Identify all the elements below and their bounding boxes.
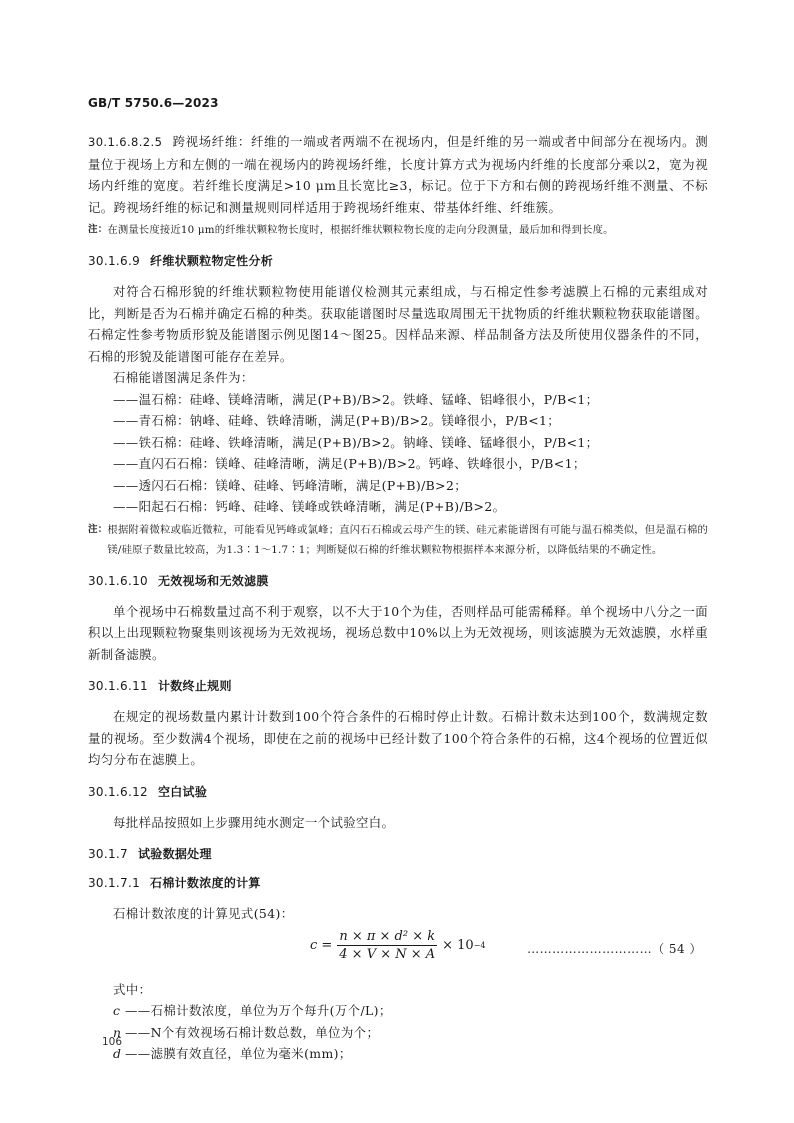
note-label: 注： <box>88 523 108 535</box>
exponent: −4 <box>473 940 486 950</box>
list-item: ——透闪石石棉：镁峰、硅峰、钙峰清晰，满足(P+B)/B>2； <box>113 477 468 493</box>
list-item: ——直闪石石棉：镁峰、硅峰清晰，满足(P+B)/B>2。钙峰、铁峰很小，P/B<1； <box>113 456 586 471</box>
list-item: ——青石棉：钠峰、硅峰、铁峰清晰，满足(P+B)/B>2。镁峰很小，P/B<1； <box>113 413 561 428</box>
standard-code: GB/T 5750.6—2023 <box>88 96 219 110</box>
denominator: 4 × V × N × A <box>339 946 436 962</box>
note-text: 根据附着微粒或临近微粒，可能看见钙峰或氯峰；直闪石石棉或云母产生的镁、硅元素能谱图有可能与温石棉类似，但是温石棉的镁/硅原子数量比较高，为1.3∶1～1.7∶1；判断疑似石棉的纤维状颗粒物根据样本来源分析，以降低结果的不确定性。 <box>107 523 708 556</box>
definition-text: ——滤膜有效直径，单位为毫米(mm)； <box>125 1046 352 1061</box>
formula-lhs: c = <box>310 937 333 953</box>
note-text: 在测量长度接近10 μm的纤维状颗粒物长度时，根据纤维状颗粒物长度的走向分段测量，最后加和得到长度。 <box>107 224 614 236</box>
list-item: ——阳起石石棉：钙峰、硅峰、镁峰或铁峰清晰，满足(P+B)/B>2。 <box>113 499 506 514</box>
definition-item <box>113 1022 708 1044</box>
numerator: n × π × d² × k <box>339 928 436 944</box>
section-heading-30-1-6-11: 30.1.6.11 计数终止规则 <box>88 679 232 693</box>
where-label: 式中： <box>113 981 152 997</box>
formula-54 <box>88 927 708 973</box>
note <box>88 520 708 560</box>
section-heading-30-1-6-9: 30.1.6.9 纤维状颗粒物定性分析 <box>88 254 274 268</box>
document-body <box>88 131 708 1065</box>
definition-text: ——石棉计数浓度，单位为万个每升(万个/L)； <box>125 1003 392 1018</box>
clause-text: 跨视场纤维：纤维的一端或者两端不在视场内，但是纤维的另一端或者中间部分在视场内。测量位于视场上方和左侧的一端在视场内的跨视场纤维，长度计算方式为视场内纤维的长度部分乘以2，宽为视场内纤维的宽度。若纤维长度满足>10 μm且长宽比≥3，标记。位于下方和右侧的跨视场纤维不测量、不标记。跨视场纤维的标记和测量规则同样适用于跨视场纤维束、带基体纤维、纤维簇。 <box>88 134 708 215</box>
list-item: ——温石棉：硅峰、镁峰清晰，满足(P+B)/B>2。铁峰、锰峰、铝峰很小，P/B<1； <box>113 391 599 407</box>
section-30-1-6-8-2-5 <box>88 131 708 218</box>
note-label: 注： <box>88 224 108 235</box>
definition-text: ——N个有效视场石棉计数总数，单位为个； <box>125 1024 380 1040</box>
paragraph: 每批样品按照如上步骤用纯水测定一个试验空白。 <box>113 814 395 830</box>
multiplier: × 10 <box>442 937 474 953</box>
symbol: c <box>113 1003 121 1018</box>
note <box>88 220 708 240</box>
fraction <box>337 929 437 962</box>
formula-intro: 石棉计数浓度的计算见式(54)： <box>113 906 294 921</box>
section-heading-30-1-6-12: 30.1.6.12 空白试验 <box>88 784 208 799</box>
clause-number: 30.1.6.8.2.5 <box>88 135 163 149</box>
page-number: 106 <box>102 1036 123 1048</box>
section-heading-30-1-7: 30.1.7 试验数据处理 <box>88 847 212 861</box>
symbol: d <box>113 1046 122 1061</box>
definition-item <box>113 1000 708 1022</box>
paragraph: 在规定的视场数量内累计计数到100个符合条件的石棉时停止计数。石棉计数未达到100个，数满规定数量的视场。至少数满4个视场，即使在之前的视场中已经计数了100个符合条件的石棉，这4个视场的位置近似均匀分布在滤膜上。 <box>88 709 708 767</box>
section-heading-30-1-7-1: 30.1.7.1 石棉计数浓度的计算 <box>88 876 261 890</box>
paragraph: 单个视场中石棉数量过高不利于观察，以不大于10个为佳，否则样品可能需稀释。单个视场中八分之一面积以上出现颗粒物聚集则该视场为无效视场，视场总数中10%以上为无效视场，则该滤膜为无效滤膜，水样重新制备滤膜。 <box>88 603 708 662</box>
list-item: ——铁石棉：硅峰、铁峰清晰，满足(P+B)/B>2。钠峰、镁峰、锰峰很小，P/B<1； <box>113 434 599 450</box>
symbol: n <box>113 1024 122 1040</box>
equation <box>310 929 486 962</box>
paragraph: 对符合石棉形貌的纤维状颗粒物使用能谱仪检测其元素组成，与石棉定性参考滤膜上石棉的元素组成对比，判断是否为石棉并确定石棉的种类。获取能谱图时尽量选取周围无干扰物质的纤维状颗粒物获取能谱图。石棉定性参考物质形貌及能谱图示例见图14～图25。因样品来源、样品制备方法及所使用仪器条件的不同，石棉的形貌及能谱图可能存在差异。 <box>88 284 708 364</box>
equation-number: …………………………（ 54 ） <box>527 941 702 956</box>
section-heading-30-1-6-10: 30.1.6.10 无效视场和无效滤膜 <box>88 573 269 588</box>
definition-item <box>113 1043 708 1065</box>
list-intro: 石棉能谱图满足条件为： <box>113 370 254 385</box>
